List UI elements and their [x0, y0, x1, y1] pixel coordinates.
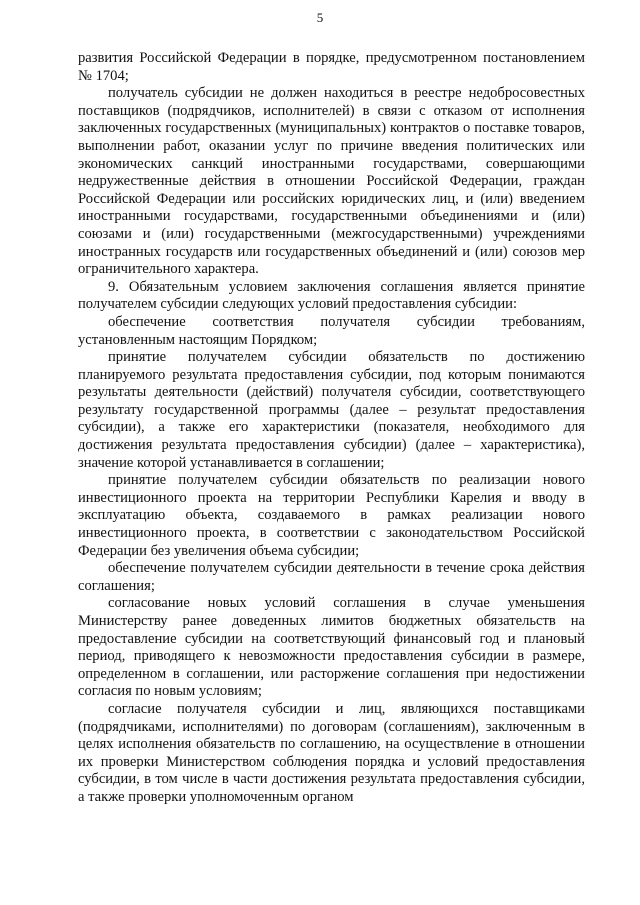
paragraph-new-conditions: согласование новых условий соглашения в случае уменьшения Министерству ранее доведенных лимитов бюджетных обязательств на предоставление субсидии на соответствующий финансовый год и плановый период, приводящего к невозможности предоставления субсидии в размере, определенном в соглашении, или расторжение соглашения при недостижении согласия по новым условиям;: [78, 595, 585, 700]
paragraph-clause-9: 9. Обязательным условием заключения соглашения является принятие получателем субсидии следующих условий предоставления субсидии:: [78, 278, 585, 313]
paragraph-activity-term: обеспечение получателем субсидии деятельности в течение срока действия соглашения;: [78, 560, 585, 594]
paragraph-investment-project: принятие получателем субсидии обязательств по реализации нового инвестиционного проекта на территории Республики Карелия и вводу в эксплуатацию объекта, создаваемого в рамках реализации нового инвестиционного проекта, в соответствии с законодательством Российской Федерации без увеличения объема субсидии;: [78, 472, 585, 559]
paragraph-continuation: развития Российской Федерации в порядке, предусмотренном постановлением № 1704;: [78, 50, 585, 84]
paragraph-inspection-consent: согласие получателя субсидии и лиц, являющихся поставщиками (подрядчиками, исполнителями) по договорам (соглашениям), заключенным в целях исполнения обязательств по соглашению, на осуществление в отношении их проверки Министерством соблюдения порядка и условий предоставления субсидии, в том числе в части достижения результата предоставления субсидии, а также проверки уполномоченным органом: [78, 700, 585, 805]
document-body: [78, 50, 585, 807]
paragraph-planned-result: принятие получателем субсидии обязательств по достижению планируемого результата предоставления субсидии, под которым понимаются результаты деятельности (действий) получателя субсидии, соответствующего результату государственной программы (далее – результат предоставления субсидии), а также его характеристики (показателя, необходимого для достижения результата предоставления субсидии) (далее – характеристика), значение которой устанавливается в соглашении;: [78, 349, 585, 471]
paragraph-unfair-suppliers-registry: получатель субсидии не должен находиться в реестре недобросовестных поставщиков (подрядчиков, исполнителей) в связи с отказом от исполнения заключенных государственных (муниципальных) контрактов о поставке товаров, выполнении работ, оказании услуг по причине введения политических или экономических санкций иностранными государствами, совершающими недружественные действия в отношении Российской Федерации, граждан Российской Федерации или российских юридических лиц, и (или) введением иностранными государствами, государственными объединениями и (или) союзами и (или) государственными (межгосударственными) учреждениями иностранных государств или государственных объединений и (или) союзов мер ограничительного характера.: [78, 85, 585, 278]
paragraph-compliance-requirements: обеспечение соответствия получателя субсидии требованиям, установленным настоящим Порядком;: [78, 313, 585, 348]
page-number: 5: [316, 10, 324, 25]
